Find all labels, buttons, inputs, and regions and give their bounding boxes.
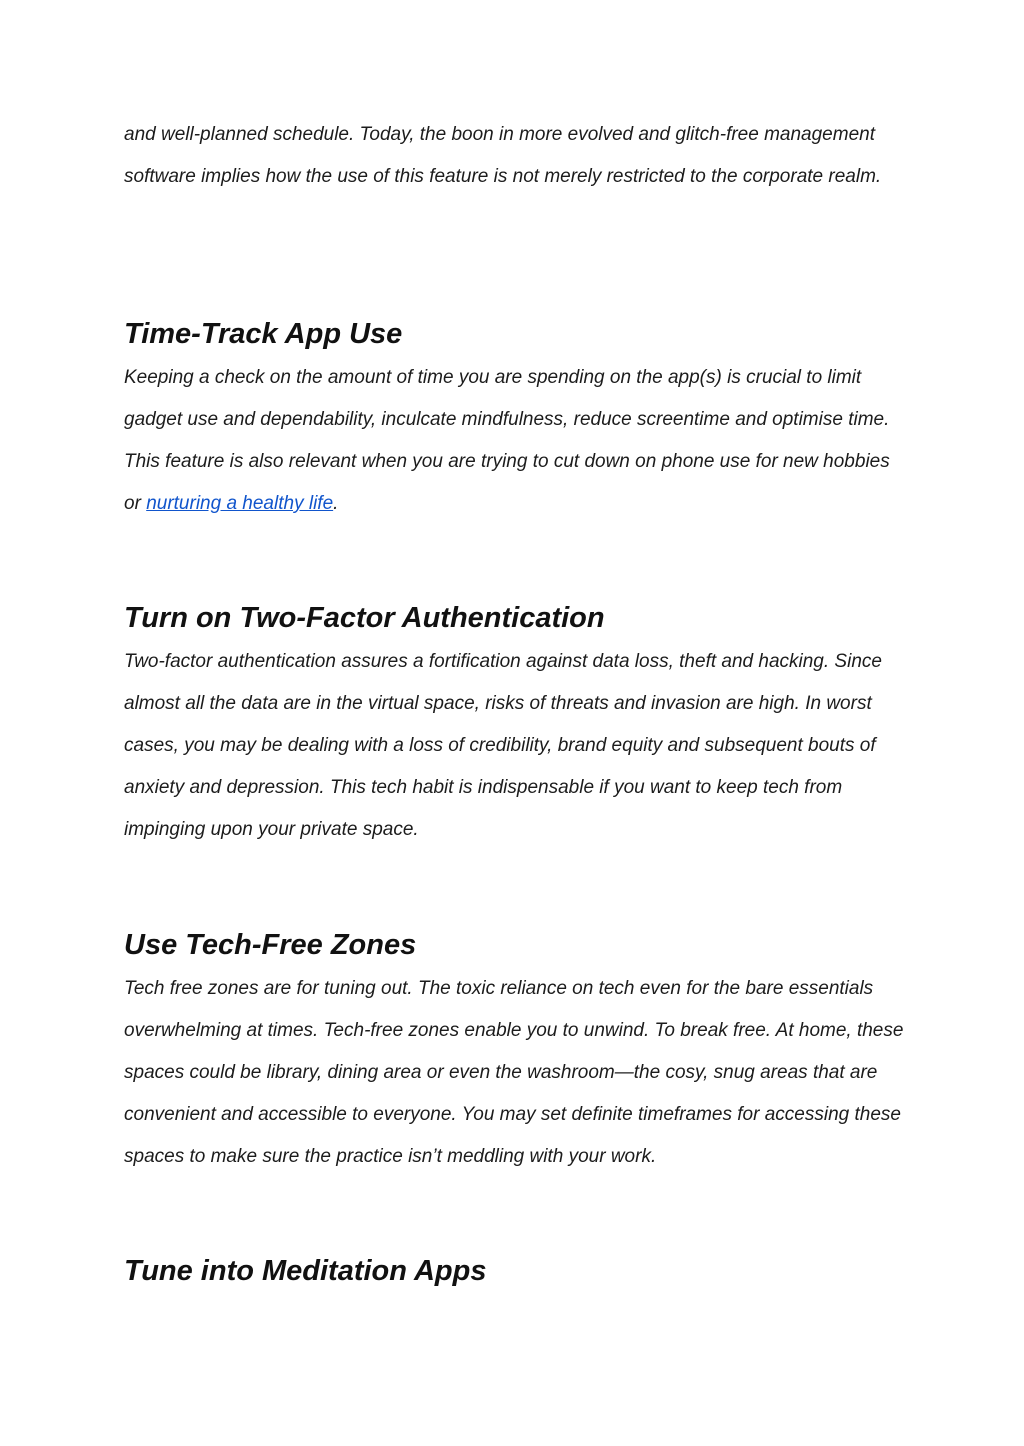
body-text-after-link: . — [333, 493, 339, 514]
section-body-two-factor: Two-factor authentication assures a fortification against data loss, theft and hacking. Since almost all the data are in the virtual space, risks of threats and invasion are high. In worst cases, you may be dealing with a loss of credibility, brand equity and subsequent bouts of anxiety and depression. This tech habit is indispensable if you want to keep tech from impinging upon your private space. — [124, 651, 882, 840]
section-heading-two-factor: Turn on Two-Factor Authentication — [124, 602, 605, 634]
section-heading-meditation-apps: Tune into Meditation Apps — [124, 1255, 487, 1287]
section-heading-tech-free-zones: Use Tech-Free Zones — [124, 929, 417, 961]
section-heading-time-track: Time-Track App Use — [124, 318, 403, 350]
body-text-before-link: Keeping a check on the amount of time you are spending on the app(s) is crucial to limit gadget use and dependability, inculcate mindfulness, reduce screentime and optimise time. This feature is also relevant when you are trying to cut down on phone use for new hobbies or — [124, 367, 890, 514]
section-body-time-track — [124, 357, 904, 525]
intro-paragraph: and well-planned schedule. Today, the boon in more evolved and glitch-free management software implies how the use of this feature is not merely restricted to the corporate realm. — [124, 124, 882, 187]
section-body-tech-free-zones: Tech free zones are for tuning out. The toxic reliance on tech even for the bare essentials overwhelming at times. Tech-free zones enable you to unwind. To break free. At home, these spaces could be library, dining area or even the washroom—the cosy, snug areas that are convenient and accessible to everyone. You may set definite timeframes for accessing these spaces to make sure the practice isn’t meddling with your work. — [124, 978, 904, 1167]
nurturing-healthy-life-link[interactable]: nurturing a healthy life — [146, 493, 334, 514]
